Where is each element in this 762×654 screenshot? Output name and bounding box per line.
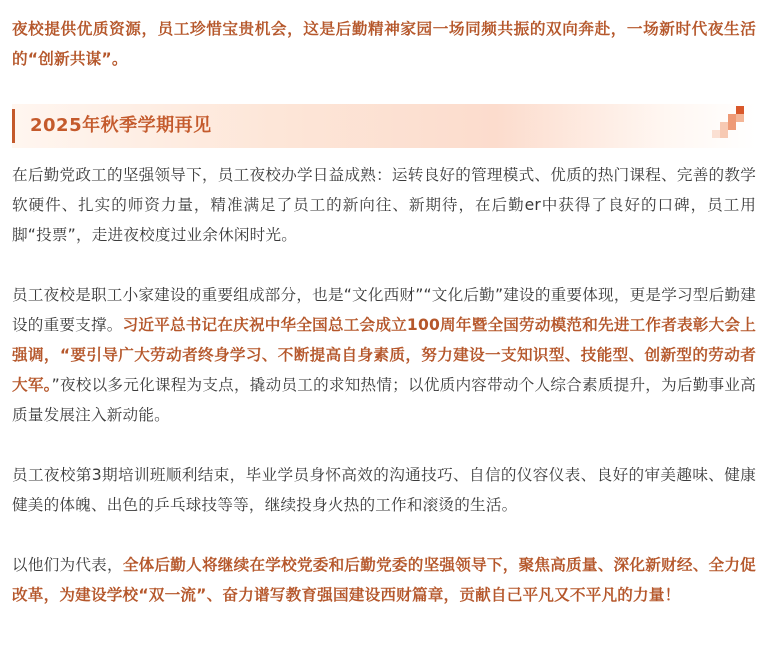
paragraph-2-highlight: 习近平总书记在庆祝中华全国总工会成立100周年暨全国劳动模范和先进工作者表彰大会上强调，“要引导广大劳动者终身学习、不断提高自身素质，努力建设一支知识型、技能型、创新型的劳动者大军。 — [12, 316, 756, 394]
paragraph-4-text-start: 以他们为代表， — [12, 556, 123, 574]
deco-square — [712, 130, 720, 138]
paragraph-2-text-start: 员工夜校是职工小家建设的重要组成部分，也是“文化西财”“文化后勤”建设的重要体现，更是学习型后勤建设的重要支撑。 — [12, 286, 756, 334]
paragraph-3: 员工夜校第3期培训班顺利结束，毕业学员身怀高效的沟通技巧、自信的仪容仪表、良好的审美趣味、健康健美的体魄、出色的乒乓球技等等，继续投身火热的工作和滚烫的生活。 — [12, 466, 756, 514]
article-body — [12, 14, 756, 610]
paragraph-4-highlight: 全体后勤人将继续在学校党委和后勤党委的坚强领导下，聚焦高质量、深化新财经、全力促改革，为建设学校“双一流”、奋力谱写教育强国建设西财篇章，贡献自己平凡又不平凡的力量！ — [12, 556, 756, 604]
deco-square — [736, 114, 744, 122]
paragraph-2-text-end: ”夜校以多元化课程为支点，撬动员工的求知热情；以优质内容带动个人综合素质提升，为后勤事业高质量发展注入新动能。 — [12, 376, 756, 424]
deco-square — [728, 114, 736, 122]
paragraph-4 — [12, 550, 756, 610]
paragraph-1: 在后勤党政工的坚强领导下，员工夜校办学日益成熟：运转良好的管理模式、优质的热门课程、完善的教学软硬件、扎实的师资力量，精准满足了员工的新向往、新期待，在后勤er中获得了良好的口碑，员工用脚“投票”，走进夜校度过业余休闲时光。 — [12, 166, 756, 244]
heading-accent-bar — [12, 109, 15, 143]
section-heading — [12, 104, 756, 148]
deco-square — [720, 130, 728, 138]
deco-square — [720, 122, 728, 130]
section-heading-title: 2025年秋季学期再见 — [30, 115, 212, 136]
paragraph-2 — [12, 280, 756, 430]
deco-square — [728, 122, 736, 130]
intro-paragraph: 夜校提供优质资源，员工珍惜宝贵机会，这是后勤精神家园一场同频共振的双向奔赴，一场新时代夜生活的“创新共谋”。 — [12, 20, 756, 68]
deco-square — [736, 106, 744, 114]
